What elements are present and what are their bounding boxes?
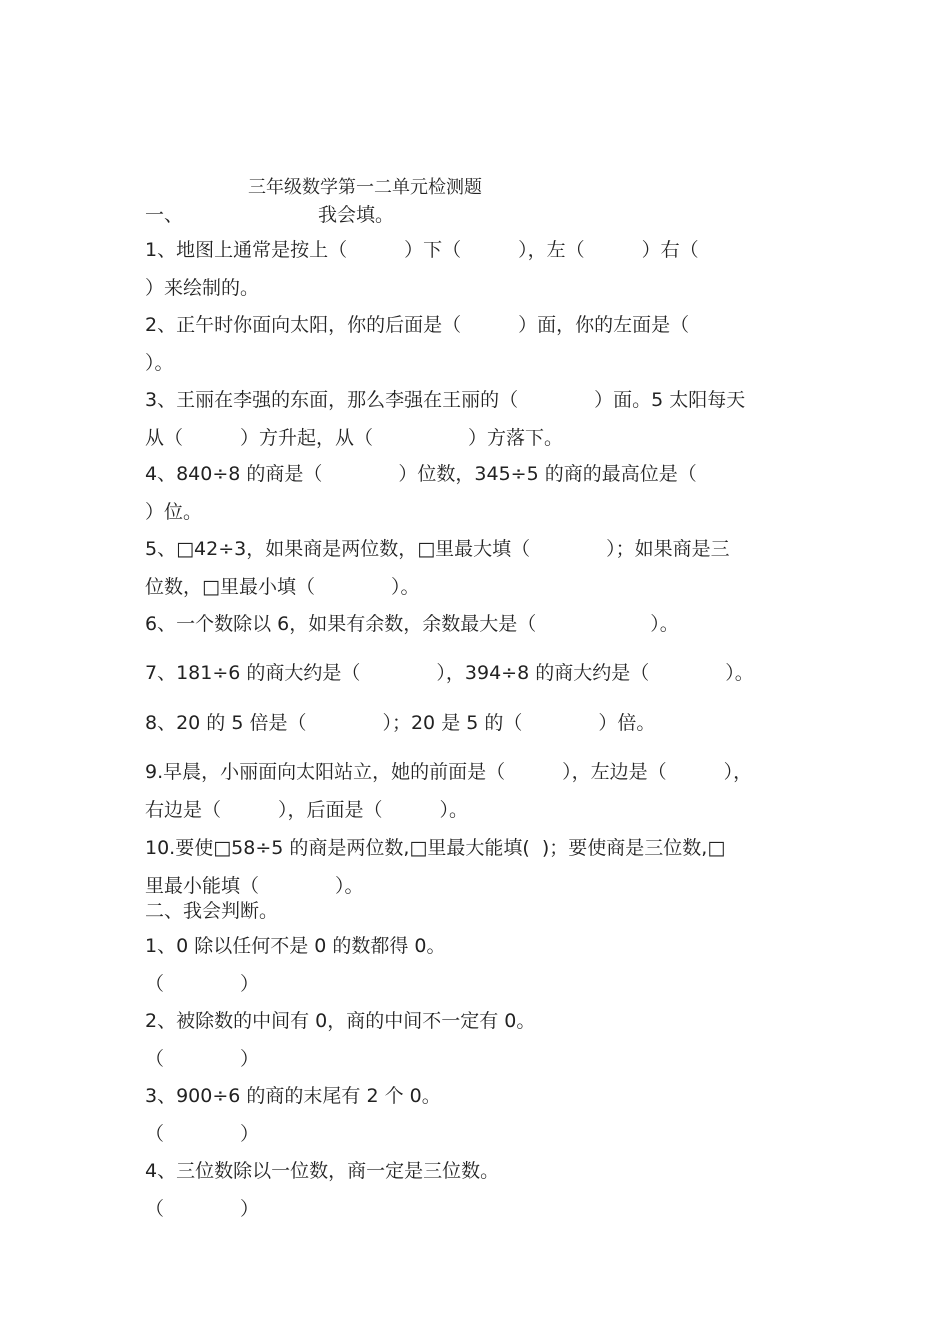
judge-question-2: 2、被除数的中间有 0，商的中间不一定有 0。 bbox=[145, 1010, 536, 1032]
fill-question-10-line-1: 10.要使□58÷5 的商是两位数,□里最大能填( )；要使商是三位数,□ bbox=[145, 837, 726, 859]
fill-question-5-line-1: 5、□42÷3，如果商是两位数，□里最大填（ ）；如果商是三 bbox=[145, 538, 730, 560]
fill-question-9-line-2: 右边是（ ），后面是（ ）。 bbox=[145, 799, 469, 821]
section2-heading: 二、我会判断。 bbox=[145, 900, 279, 922]
fill-question-6: 6、一个数除以 6，如果有余数，余数最大是（ ）。 bbox=[145, 613, 679, 635]
fill-question-3-line-1: 3、王丽在李强的东面，那么李强在王丽的（ ）面。5 太阳每天 bbox=[145, 389, 746, 411]
fill-question-3-line-2: 从（ ）方升起，从（ ）方落下。 bbox=[145, 427, 564, 449]
fill-question-1-line-1: 1、地图上通常是按上（ ）下（ ），左（ ）右（ bbox=[145, 239, 699, 261]
fill-question-9-line-1: 9.早晨，小丽面向太阳站立，她的前面是（ ），左边是（ ）， bbox=[145, 761, 753, 783]
section1-heading-number: 一、 bbox=[145, 204, 184, 226]
fill-question-7: 7、181÷6 的商大约是（ ），394÷8 的商大约是（ ）。 bbox=[145, 662, 754, 684]
fill-question-2-line-2: ）。 bbox=[145, 352, 174, 374]
fill-question-5-line-2: 位数，□里最小填（ ）。 bbox=[145, 576, 420, 598]
fill-question-10-line-2: 里最小能填（ ）。 bbox=[145, 875, 364, 897]
judge-answer-blank-3: （ ） bbox=[145, 1123, 260, 1145]
fill-question-4-line-1: 4、840÷8 的商是（ ）位数，345÷5 的商的最高位是（ bbox=[145, 463, 697, 485]
judge-question-4: 4、三位数除以一位数，商一定是三位数。 bbox=[145, 1160, 500, 1182]
judge-question-3: 3、900÷6 的商的末尾有 2 个 0。 bbox=[145, 1085, 441, 1107]
judge-question-1: 1、0 除以任何不是 0 的数都得 0。 bbox=[145, 935, 446, 957]
fill-question-2-line-1: 2、正午时你面向太阳，你的后面是（ ）面，你的左面是（ bbox=[145, 314, 690, 336]
judge-answer-blank-4: （ ） bbox=[145, 1198, 260, 1220]
page-title: 三年级数学第一二单元检测题 bbox=[248, 177, 482, 198]
fill-question-8: 8、20 的 5 倍是（ ）；20 是 5 的（ ）倍。 bbox=[145, 712, 656, 734]
section1-heading: 我会填。 bbox=[318, 204, 395, 226]
judge-answer-blank-2: （ ） bbox=[145, 1048, 260, 1070]
fill-question-1-line-2: ）来绘制的。 bbox=[145, 277, 260, 299]
fill-question-4-line-2: ）位。 bbox=[145, 501, 203, 523]
judge-answer-blank-1: （ ） bbox=[145, 973, 260, 995]
